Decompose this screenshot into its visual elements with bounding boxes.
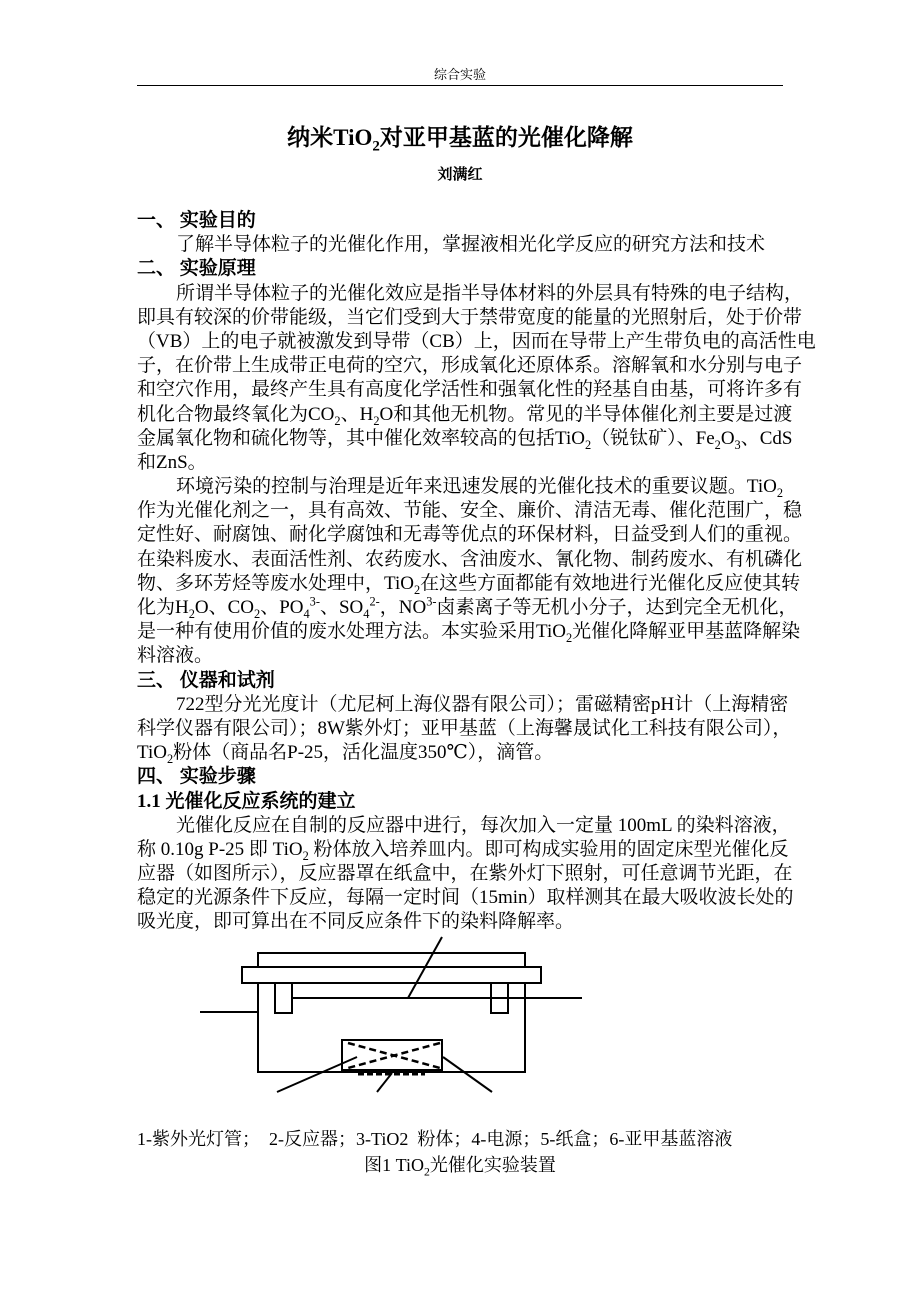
author: 刘满红	[437, 167, 483, 183]
section-heading: 三、 仪器和试剂	[137, 669, 275, 691]
text-line: 吸光度，即可算出在不同反应条件下的染料降解率。	[137, 911, 575, 933]
text-line: 子，在价带上生成带正电荷的空穴，形成氧化还原体系。溶解氧和水分别与电子	[137, 355, 803, 377]
text-line: 和ZnS。	[137, 451, 207, 473]
section-heading: 1.1 光催化反应系统的建立	[137, 790, 356, 812]
text-line: 化为$H_2O$、$CO_2$、$PO_4^{3-}$、$SO_4^{2-}$，$NO^{3-}$卤素离子等无机小分子，达到完全无机化，	[137, 594, 798, 621]
text-line: 环境污染的控制与治理是近年来迅速发展的光催化技术的重要议题。TiO$_2$	[176, 476, 783, 500]
text-line: 在染料废水、表面活性剂、农药废水、含油废水、氰化物、制药废水、有机磷化	[137, 548, 803, 570]
running-header: 综合实验	[433, 67, 486, 82]
text-line: 称 0.10g P-25 即 TiO$_2$ 粉体放入培养皿内。即可构成实验用的固定床型光催化反	[137, 838, 789, 863]
text-line: 光催化反应在自制的反应器中进行，每次加入一定量 100mL 的染料溶液，	[176, 814, 791, 836]
leader-line-right	[443, 1057, 492, 1092]
text-line: 所谓半导体粒子的光催化效应是指半导体材料的外层具有特殊的电子结构，	[176, 282, 804, 304]
figure-legend: 1-紫外光灯管； 2-反应器；3-TiO2 粉体；4-电源；5-纸盒；6-亚甲基蓝溶液	[137, 1129, 733, 1149]
text-line: 作为光催化剂之一，具有高效、节能、安全、廉价、清洁无毒、催化范围广，稳	[137, 500, 803, 522]
page-title: 纳米TiO$_2$对亚甲基蓝的光催化降解	[287, 125, 633, 155]
text-line: 应器（如图所示），反应器罩在纸盒中，在紫外灯下照射，可任意调节光距，在	[137, 863, 793, 885]
leader-line-left	[277, 1057, 357, 1092]
figure-caption: 图1 TiO$_2$光催化实验装置	[364, 1155, 556, 1179]
text-line: （VB）上的电子就被激发到导带（CB）上，因而在导带上产生带负电的高活性电	[137, 330, 816, 352]
text-line: 即具有较深的价带能级，当它们受到大于禁带宽度的能量的光照射后，处于价带	[137, 306, 803, 328]
lamp-support-left	[275, 983, 292, 1013]
uv-lamp-tube	[242, 967, 541, 983]
text-line: 料溶液。	[137, 645, 214, 667]
text-line: 金属氧化物和硫化物等，其中催化效率较高的包括TiO$_2$（锐钛矿）、$Fe_2O_3$、CdS	[137, 427, 793, 452]
text-line: 机化合物最终氧化为$CO_2$、$H_2O$和其他无机物。常见的半导体催化剂主要是过渡	[137, 403, 793, 428]
text-line: 科学仪器有限公司）；8W紫外灯；亚甲基蓝（上海馨晟试化工科技有限公司），	[137, 717, 792, 739]
text-line: 722型分光光度计（尤尼柯上海仪器有限公司）；雷磁精密pH计（上海精密	[176, 693, 789, 715]
text-line: 物、多环芳烃等废水处理中，TiO$_2$在这些方面都能有效地进行光催化反应使其转	[137, 572, 801, 597]
section-heading: 四、 实验步骤	[137, 766, 256, 788]
leader-line-middle	[377, 1073, 392, 1092]
text-line: 和空穴作用，最终产生具有高度化学活性和强氧化性的羟基自由基，可将许多有	[137, 379, 803, 401]
text-line: 定性好、耐腐蚀、耐化学腐蚀和无毒等优点的环保材料，日益受到人们的重视。	[137, 524, 803, 546]
section-heading: 二、 实验原理	[137, 258, 256, 280]
text-line: TiO$_2$粉体（商品名P-25，活化温度350℃），滴管。	[137, 742, 554, 766]
text-line: 稳定的光源条件下反应，每隔一定时间（15min）取样测其在最大吸收波长处的	[137, 887, 794, 909]
text-line: 是一种有使用价值的废水处理方法。本实验采用TiO$_2$光催化降解亚甲基蓝降解染	[137, 621, 801, 645]
section-heading: 一、 实验目的	[137, 210, 256, 231]
text-line: 了解半导体粒子的光催化作用，掌握液相光化学反应的研究方法和技术	[176, 234, 766, 256]
